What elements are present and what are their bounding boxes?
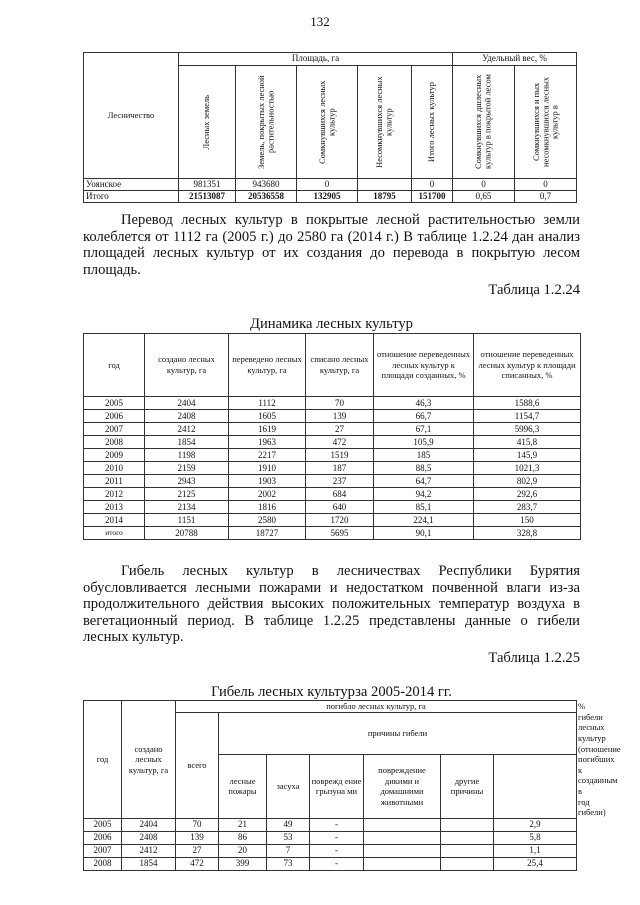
table-cell: 328,8 — [474, 527, 581, 540]
header-unclosed-cultures: Несомкнувшихся лесных культур — [358, 66, 412, 179]
table-cell: 5996,3 — [474, 423, 581, 436]
table-row — [84, 831, 577, 844]
table-cell: итого — [84, 527, 145, 540]
table-cell: 2404 — [122, 818, 176, 831]
table-cell: 2,9 — [494, 818, 577, 831]
table-cell — [364, 844, 441, 857]
table-cell: 1816 — [229, 501, 306, 514]
header-total-cultures: Итого лесных культур — [412, 66, 453, 179]
table-row — [84, 397, 581, 410]
table-cell: 21 — [219, 818, 267, 831]
table-cell — [364, 831, 441, 844]
header-fires: лесные пожары — [219, 754, 267, 818]
table-cell: 7 — [267, 844, 310, 857]
table-row: Уоянское 981351 943680 0 0 0 0 — [84, 179, 577, 191]
table-cell: 399 — [219, 857, 267, 870]
table-title-dynamics: Динамика лесных культур — [250, 316, 413, 332]
table-cell: - — [310, 857, 364, 870]
table-cell: 94,2 — [374, 488, 474, 501]
header-rodents: поврежд ение грызуна ми — [310, 754, 364, 818]
table-cell: 53 — [267, 831, 310, 844]
table-cell: 2217 — [229, 449, 306, 462]
table-cell: 2943 — [145, 475, 229, 488]
table-cell: 49 — [267, 818, 310, 831]
table-row — [84, 844, 577, 857]
table-cell: 2006 — [84, 410, 145, 423]
table-cell: 472 — [176, 857, 219, 870]
header-forestry: Лесничество — [84, 53, 179, 179]
culture-loss-table: год создано лесных культур, га погибло лесных культур, га % гибели лесных культур (отношение погибших к созданным в год гибели) всего причины гибели лесные пожары засуха поврежд ение грызуна ми повреждение дикими и домашними животными другие причины 2005 2404 70 21 49 - 2,9 2006 2408 139 86 53 - 5,8 2007 2412 27 20 7 - 1,1 2008 1854 472 399 73 - 25,4 — [83, 700, 577, 871]
table-cell: 2408 — [122, 831, 176, 844]
table-cell: 2580 — [229, 514, 306, 527]
table-cell: 237 — [306, 475, 374, 488]
table-cell: 105,9 — [374, 436, 474, 449]
culture-dynamics-table — [83, 333, 581, 540]
table-cell: 90,1 — [374, 527, 474, 540]
table-cell: 185 — [374, 449, 474, 462]
table-cell: 1112 — [229, 397, 306, 410]
table-cell: 139 — [176, 831, 219, 844]
table-cell: 1910 — [229, 462, 306, 475]
table-cell: 20788 — [145, 527, 229, 540]
table-cell: 2010 — [84, 462, 145, 475]
table-cell: 292,6 — [474, 488, 581, 501]
header-written-off: списано лесных культур, га — [306, 334, 374, 397]
table-row — [84, 436, 581, 449]
table-cell: 2007 — [84, 423, 145, 436]
table-cell: 70 — [306, 397, 374, 410]
table-cell: 2134 — [145, 501, 229, 514]
table-cell: 1854 — [122, 857, 176, 870]
table-cell: 27 — [176, 844, 219, 857]
table-row — [84, 462, 581, 475]
page-number: 132 — [310, 14, 330, 29]
table-cell: 46,3 — [374, 397, 474, 410]
table-label-1-2-25: Таблица 1.2.25 — [488, 650, 580, 666]
header-covered-lands: Земель, покрытых лесной растительностью — [236, 66, 297, 179]
table-cell: 1198 — [145, 449, 229, 462]
table-row — [84, 514, 581, 527]
table-row — [84, 527, 581, 540]
table-cell: 88,5 — [374, 462, 474, 475]
table-cell: 2008 — [84, 857, 122, 870]
table-cell: 2002 — [229, 488, 306, 501]
table-cell: 1519 — [306, 449, 374, 462]
table-cell: 415,8 — [474, 436, 581, 449]
table-cell: 1720 — [306, 514, 374, 527]
table-cell: 2412 — [145, 423, 229, 436]
header-transferred: переведено лесных культур, га — [229, 334, 306, 397]
header-other: другие причины — [441, 754, 494, 818]
header-forest-lands: Лесных земель — [179, 66, 236, 179]
paragraph-transfer: Перевод лесных культур в покрытые лесной растительностью земли колеблется от 1112 га (2005 г.) до 2580 га (2014 г.) В таблице 1.2.24 дан анализ площадей лесных культур от их создания до перевода в покрытую лесом площадь. — [83, 212, 580, 278]
table-cell: 25,4 — [494, 857, 577, 870]
table-cell: 145,9 — [474, 449, 581, 462]
table-cell: 5695 — [306, 527, 374, 540]
table-cell: 2012 — [84, 488, 145, 501]
table-cell — [441, 818, 494, 831]
header-causes-group: причины гибели — [219, 713, 577, 755]
table-row — [84, 410, 581, 423]
table-cell — [364, 818, 441, 831]
table-row — [84, 857, 577, 870]
table-cell: 2011 — [84, 475, 145, 488]
table-cell: 187 — [306, 462, 374, 475]
table-cell: 2159 — [145, 462, 229, 475]
table-cell: 139 — [306, 410, 374, 423]
table-cell: 85,1 — [374, 501, 474, 514]
table-cell: 1588,6 — [474, 397, 581, 410]
table-cell: - — [310, 831, 364, 844]
table-cell: 67,1 — [374, 423, 474, 436]
table-cell: 1605 — [229, 410, 306, 423]
header-year: год — [84, 701, 122, 819]
header-total: всего — [176, 713, 219, 819]
table-cell: 684 — [306, 488, 374, 501]
table-cell: 2007 — [84, 844, 122, 857]
header-year: год — [84, 334, 145, 397]
table-cell: 2404 — [145, 397, 229, 410]
table-cell: 5,8 — [494, 831, 577, 844]
table-header-row — [84, 334, 581, 397]
table-cell: 86 — [219, 831, 267, 844]
header-share-closed: Сомкнувшихся дшлесных культур в покрытой лесом — [453, 66, 515, 179]
header-closed-cultures: Сомкнувшихся лесных культур — [297, 66, 358, 179]
table-cell: 2412 — [122, 844, 176, 857]
table-cell: 2005 — [84, 818, 122, 831]
table-cell: 66,7 — [374, 410, 474, 423]
table-cell: 73 — [267, 857, 310, 870]
header-drought: засуха — [267, 754, 310, 818]
table-row — [84, 488, 581, 501]
header-created: создано лесных культур, га — [145, 334, 229, 397]
paragraph-loss: Гибель лесных культур в лесничествах Республики Бурятия обусловливается лесными пожарами и недостатком почвенной влаги из-за продолжительного действия высоких положительных температур воздуха в вегетационный период. В таблице 1.2.25 представлены данные о гибели лесных культур. — [83, 563, 580, 645]
table-cell: 1021,3 — [474, 462, 581, 475]
forestry-area-table — [83, 52, 577, 203]
table-cell: 20 — [219, 844, 267, 857]
table-cell: 802,9 — [474, 475, 581, 488]
table-cell: 2005 — [84, 397, 145, 410]
table-title-loss: Гибель лесных культурза 2005-2014 гг. — [211, 684, 452, 700]
table-cell: 1903 — [229, 475, 306, 488]
table-row — [84, 449, 581, 462]
table-row — [84, 423, 581, 436]
table-cell — [441, 831, 494, 844]
table-cell: 224,1 — [374, 514, 474, 527]
table-row — [84, 818, 577, 831]
header-share-group: Удельный вес, % — [453, 53, 577, 66]
header-share-closed-unclosed: Сомкнувшихся и пых несомкнувшихся лесных культур в — [515, 66, 577, 179]
table-row — [84, 501, 581, 514]
table-row — [84, 475, 581, 488]
table-row-total: Итого 21513087 20536558 132905 18795 151700 0,65 0,7 — [84, 191, 577, 203]
header-created: создано лесных культур, га — [122, 701, 176, 819]
table-cell: 640 — [306, 501, 374, 514]
table-cell: 2009 — [84, 449, 145, 462]
table-cell: 18727 — [229, 527, 306, 540]
table-cell: 283,7 — [474, 501, 581, 514]
table-cell: 2125 — [145, 488, 229, 501]
header-area-group: Площадь, га — [179, 53, 453, 66]
table-cell: 1854 — [145, 436, 229, 449]
table-cell: 1151 — [145, 514, 229, 527]
table-cell: - — [310, 844, 364, 857]
table-cell — [441, 857, 494, 870]
header-ratio-written-off: отношение переведенных лесных культур к площади списанных, % — [474, 334, 581, 397]
table-cell: 2006 — [84, 831, 122, 844]
table-cell: 70 — [176, 818, 219, 831]
table-cell: 1963 — [229, 436, 306, 449]
table-cell: 64,7 — [374, 475, 474, 488]
header-died-group: погибло лесных культур, га — [176, 701, 577, 713]
table-cell: 27 — [306, 423, 374, 436]
table-cell: 2014 — [84, 514, 145, 527]
table-cell: 2013 — [84, 501, 145, 514]
table-cell: - — [310, 818, 364, 831]
table-cell: 1154,7 — [474, 410, 581, 423]
table-cell — [441, 844, 494, 857]
header-ratio-created: отношение переведенных лесных культур к площади созданных, % — [374, 334, 474, 397]
table-cell: 472 — [306, 436, 374, 449]
table-label-1-2-24: Таблица 1.2.24 — [488, 282, 580, 298]
table-cell: 2408 — [145, 410, 229, 423]
table-cell: 150 — [474, 514, 581, 527]
table-cell: 1,1 — [494, 844, 577, 857]
table-cell: 1619 — [229, 423, 306, 436]
table-cell: 2008 — [84, 436, 145, 449]
table-cell — [364, 857, 441, 870]
header-animals: повреждение дикими и домашними животными — [364, 754, 441, 818]
